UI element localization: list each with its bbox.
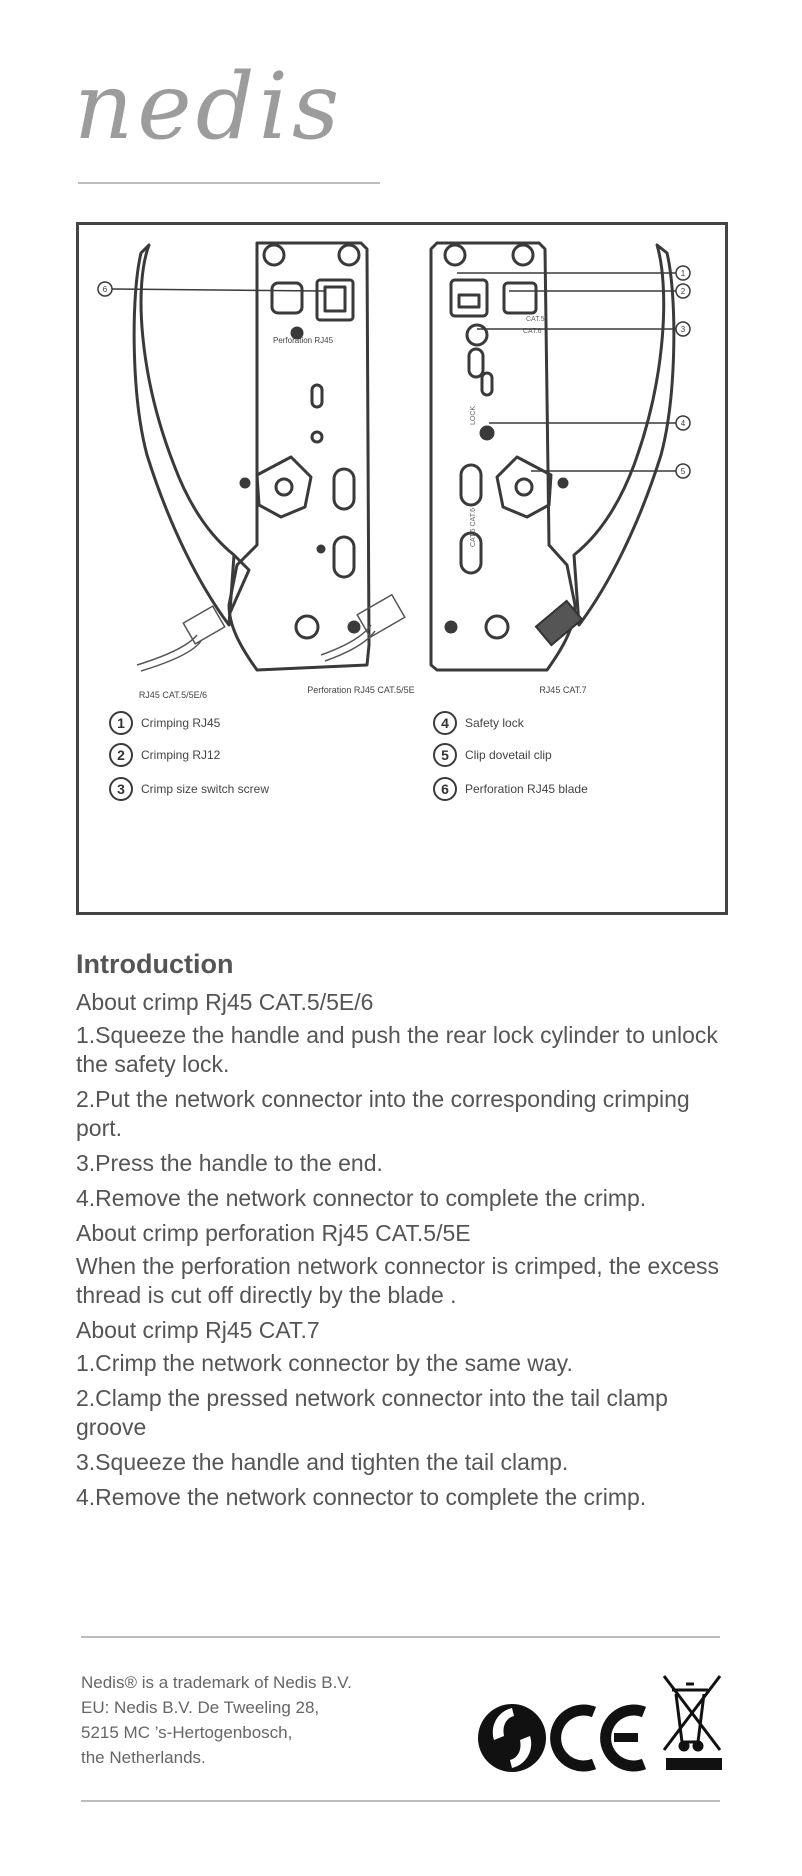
legend-num-3: 3 <box>117 781 125 797</box>
legend-label-3: Crimp size switch screw <box>141 782 270 796</box>
footer-line-3: 5215 MC ’s-Hertogenbosch, <box>81 1723 293 1742</box>
footer-address <box>81 1670 352 1770</box>
svg-text:LOCK: LOCK <box>470 405 477 425</box>
svg-text:6: 6 <box>102 285 108 294</box>
right-tool-port-rj45 <box>451 280 487 316</box>
connector-rj45-cat6 <box>137 606 225 671</box>
left-port-label: Perforation RJ45 <box>273 336 334 345</box>
svg-text:3: 3 <box>680 325 686 334</box>
legend-label-1: Crimping RJ45 <box>141 716 221 730</box>
step-cat7-2: 2.Clamp the pressed network connector into the tail clamp groove <box>76 1385 668 1440</box>
right-tool-bolt <box>445 245 465 265</box>
connector-label-1: RJ45 CAT.5/5E/6 <box>138 690 208 700</box>
footer-bottom-rule <box>81 1800 720 1802</box>
left-tool-bolt <box>264 245 284 265</box>
step-cat6-3: 3.Press the handle to the end. <box>76 1150 383 1176</box>
left-tool-handle <box>134 245 234 625</box>
footer-top-rule <box>81 1636 720 1638</box>
right-tool-handle <box>574 245 674 625</box>
certification-marks <box>476 1672 726 1782</box>
legend-label-2: Crimping RJ12 <box>141 748 221 762</box>
intro-title: Introduction <box>76 949 234 979</box>
legend-label-6: Perforation RJ45 blade <box>465 782 588 796</box>
step-cat7-1: 1.Crimp the network connector by the same way. <box>76 1350 573 1376</box>
legend-num-6: 6 <box>441 781 449 797</box>
step-cat7-4: 4.Remove the network connector to complete the crimp. <box>76 1484 647 1510</box>
connector-label-2: Perforation RJ45 CAT.5/5E <box>307 685 415 695</box>
product-diagram <box>76 222 728 915</box>
footer-line-2: EU: Nedis B.V. De Tweeling 28, <box>81 1698 320 1717</box>
legend-num-2: 2 <box>117 747 125 763</box>
left-tool-port-rj12 <box>272 283 302 313</box>
svg-text:2: 2 <box>680 287 686 296</box>
footer-line-4: the Netherlands. <box>81 1748 206 1767</box>
legend-num-1: 1 <box>117 715 125 731</box>
size-switch-screw <box>467 325 487 345</box>
footer-line-1: Nedis® is a trademark of Nedis B.V. <box>81 1673 352 1692</box>
step-cat6-4: 4.Remove the network connector to complete the crimp. <box>76 1185 647 1211</box>
svg-text:5: 5 <box>680 467 686 476</box>
logo-divider <box>78 182 380 184</box>
svg-text:CAT.5 CAT.6: CAT.5 CAT.6 <box>470 507 477 547</box>
legend-num-5: 5 <box>441 747 449 763</box>
section-heading-perforation: About crimp perforation Rj45 CAT.5/5E <box>76 1220 471 1246</box>
svg-text:CAT.5: CAT.5 <box>526 316 545 323</box>
crimping-tool-drawing <box>79 225 725 912</box>
right-tool-port-rj12 <box>504 283 536 313</box>
section-heading-cat6: About crimp Rj45 CAT.5/5E/6 <box>76 989 374 1015</box>
svg-text:1: 1 <box>680 269 686 278</box>
svg-text:4: 4 <box>680 419 686 428</box>
safety-lock <box>481 427 493 439</box>
svg-text:CAT.6: CAT.6 <box>523 328 542 335</box>
nedis-logo <box>74 53 394 160</box>
step-cat7-3: 3.Squeeze the handle and tighten the tail clamp. <box>76 1449 569 1475</box>
legend-label-4: Safety lock <box>465 716 524 730</box>
connector-label-3: RJ45 CAT.7 <box>539 685 587 695</box>
legend-label-5: Clip dovetail clip <box>465 748 552 762</box>
perforation-text: When the perforation network connector is crimped, the excess thread is cut off directly by the blade . <box>76 1253 720 1308</box>
connector-perforation <box>321 595 405 661</box>
step-cat6-2: 2.Put the network connector into the corresponding crimping port. <box>76 1086 690 1141</box>
step-cat6-1: 1.Squeeze the handle and push the rear lock cylinder to unlock the safety lock. <box>76 1022 718 1077</box>
left-tool-body <box>229 243 369 670</box>
green-dot-icon <box>478 1704 546 1772</box>
weee-bin-icon <box>664 1676 720 1750</box>
instructions <box>76 948 736 1518</box>
legend-num-4: 4 <box>441 715 449 731</box>
logo-text: nedis <box>74 53 344 160</box>
section-heading-cat7: About crimp Rj45 CAT.7 <box>76 1317 320 1343</box>
